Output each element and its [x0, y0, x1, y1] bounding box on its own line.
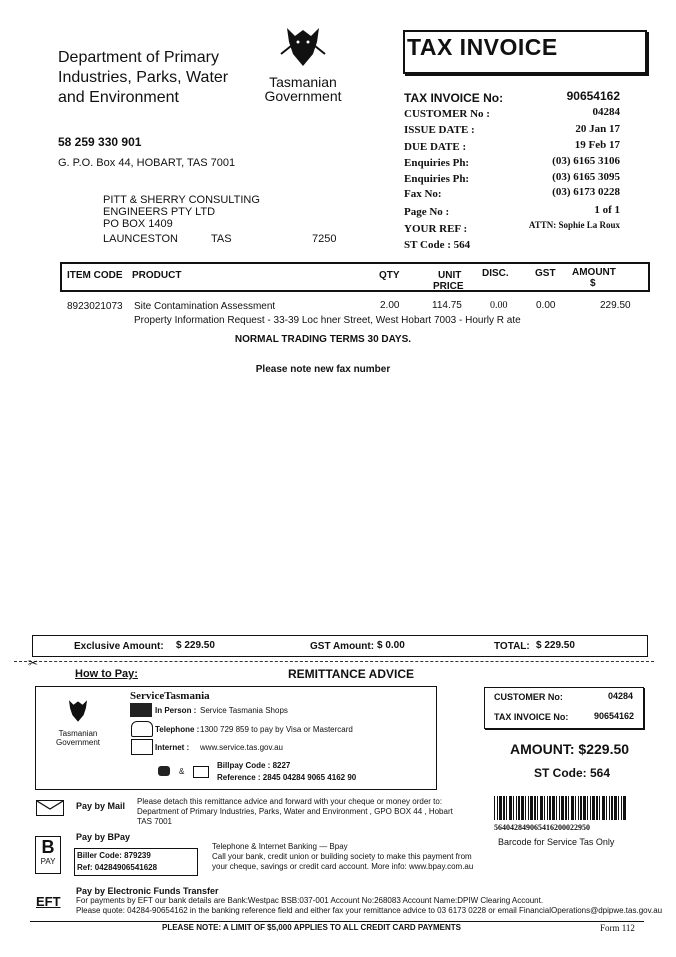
exclusive-amount-label: Exclusive Amount:	[74, 641, 164, 652]
due-date: 19 Feb 17	[574, 139, 620, 151]
col-gst: GST	[535, 268, 556, 279]
tasmanian-government-logo: Tasmanian Government	[258, 24, 348, 103]
gst-amount: $ 0.00	[377, 640, 405, 651]
address-state: TAS	[211, 233, 232, 245]
barcode-label: Barcode for Service Tas Only	[498, 837, 615, 847]
barcode	[494, 796, 626, 820]
enquiries-phone-1: (03) 6165 3106	[552, 155, 620, 167]
page-label: Page No :	[404, 206, 450, 218]
bpay-reference: Ref: 04284906541628	[77, 863, 158, 872]
remit-customer-label: CUSTOMER No:	[494, 692, 563, 702]
col-price: PRICE	[433, 281, 464, 292]
envelope-icon	[36, 800, 64, 816]
due-date-label: DUE DATE :	[404, 141, 467, 153]
computer-icon	[131, 739, 153, 755]
people-icon	[130, 703, 152, 717]
scissors-icon: ✂	[28, 656, 39, 670]
row-description: Property Information Request - 33-39 Loc hner Street, West Hobart 7003 - Hourly R ate	[134, 315, 521, 326]
eft-icon: EFT	[36, 894, 61, 909]
credit-card-limit-note: PLEASE NOTE: A LIMIT OF $5,000 APPLIES TO ALL CREDIT CARD PAYMENTS	[162, 923, 462, 932]
customer-number-label: CUSTOMER No :	[404, 108, 490, 120]
form-number: Form 112	[600, 923, 635, 933]
ampersand: &	[179, 767, 185, 776]
eft-instructions: For payments by EFT our bank details are Bank:Westpac BSB:037-001 Account No:268083 Account Name:DPIW Clearing Account. Please quote: 04284-90654162 in the banking reference field and either fax your remittance advice to 03 6173 0228 or email FinancialOperations@dpipwe.tas.gov.au	[76, 896, 663, 915]
enquiries-label-2: Enquiries Ph:	[404, 173, 470, 185]
barcode-number: 564042849065416200022950	[494, 823, 590, 832]
col-item-code: ITEM CODE	[67, 270, 123, 281]
customer-address: PITT & SHERRY CONSULTING ENGINEERS PTY LTD PO BOX 1409	[103, 194, 260, 230]
footer-rule	[30, 921, 644, 922]
row-disc: 0.00	[490, 300, 508, 311]
remit-invoice-label: TAX INVOICE No:	[494, 712, 569, 722]
pay-by-mail-label: Pay by Mail	[76, 801, 126, 811]
enquiries-label-1: Enquiries Ph:	[404, 157, 470, 169]
your-ref-label: YOUR REF :	[404, 223, 468, 235]
total-amount: $ 229.50	[536, 640, 575, 651]
devil-icon	[61, 698, 95, 724]
col-unit: UNIT	[438, 270, 462, 281]
bpay-icon: B PAY	[35, 836, 61, 874]
trading-terms: NORMAL TRADING TERMS 30 DAYS.	[234, 334, 412, 345]
department-address: G. P.O. Box 44, HOBART, TAS 7001	[58, 157, 236, 169]
col-amount-dollar: $	[590, 278, 596, 289]
page-number: 1 of 1	[594, 204, 620, 216]
remit-customer-number: 04284	[608, 691, 634, 701]
eft-label: Pay by Electronic Funds Transfer	[76, 886, 219, 896]
service-tasmania-title: ServiceTasmania	[130, 690, 210, 702]
invoice-number: 90654162	[566, 89, 620, 103]
laptop-icon	[193, 766, 209, 778]
issue-date: 20 Jan 17	[575, 123, 620, 135]
billpay-reference: Reference : 2845 04284 9065 4162 90	[217, 773, 357, 782]
row-unit-price: 114.75	[432, 300, 462, 311]
remit-st-code: ST Code: 564	[534, 766, 611, 780]
remit-invoice-number: 90654162	[594, 711, 635, 721]
st-code: ST Code : 564	[404, 239, 471, 251]
invoice-number-label: TAX INVOICE No:	[404, 91, 504, 105]
issue-date-label: ISSUE DATE :	[404, 124, 475, 136]
enquiries-phone-2: (03) 6165 3095	[552, 171, 620, 183]
address-city: LAUNCESTON	[103, 233, 178, 245]
billpay-code: Billpay Code : 8227	[217, 761, 291, 770]
biller-code: Biller Code: 879239	[77, 851, 151, 860]
fax-note: Please note new fax number	[255, 364, 391, 375]
address-postcode: 7250	[312, 233, 337, 245]
bpay-instructions: Telephone & Internet Banking — Bpay Call your bank, credit union or building society to make this payment from your cheque, savings or credit card account. More info: www.bpay.com.au	[212, 842, 474, 871]
pay-by-mail-instructions: Please detach this remittance advice and forward with your cheque or money order to: Department of Primary Industries, Parks, Water and Environment , GPO BOX 44 , Hobart TAS 7001	[137, 797, 453, 826]
col-qty: QTY	[379, 270, 400, 281]
small-logo: Tasmanian Government	[48, 698, 108, 747]
fax-number: (03) 6173 0228	[552, 186, 620, 198]
devil-icon	[273, 24, 333, 70]
fax-label: Fax No:	[404, 188, 442, 200]
total-label: TOTAL:	[494, 641, 530, 652]
row-gst: 0.00	[536, 300, 556, 311]
row-product: Site Contamination Assessment	[134, 301, 276, 312]
telephone-label: Telephone :	[155, 725, 200, 734]
abn: 58 259 330 901	[58, 135, 142, 149]
gst-amount-label: GST Amount:	[310, 641, 375, 652]
internet-label: Internet :	[155, 743, 190, 752]
remit-amount: AMOUNT: $229.50	[510, 741, 630, 757]
how-to-pay: How to Pay:	[75, 668, 138, 680]
exclusive-amount: $ 229.50	[176, 640, 215, 651]
col-amount: AMOUNT	[572, 267, 616, 278]
department-name: Department of Primary Industries, Parks, Water and Environment	[58, 49, 229, 106]
telephone-value: 1300 729 859 to pay by Visa or Mastercard	[200, 725, 353, 734]
internet-value: www.service.tas.gov.au	[200, 743, 283, 752]
row-item-code: 8923021073	[67, 301, 123, 312]
cut-line	[14, 661, 654, 662]
col-product: PRODUCT	[132, 270, 182, 281]
row-amount: 229.50	[600, 300, 631, 311]
row-qty: 2.00	[380, 300, 400, 311]
remittance-advice-title: REMITTANCE ADVICE	[288, 667, 414, 681]
telephone-icon	[131, 721, 153, 737]
in-person-value: Service Tasmania Shops	[200, 706, 288, 715]
pay-by-bpay-label: Pay by BPay	[76, 832, 131, 842]
phone-icon	[158, 766, 170, 776]
tax-invoice-title: TAX INVOICE	[407, 34, 558, 60]
your-ref: ATTN: Sophie La Roux	[528, 220, 620, 230]
customer-number: 04284	[592, 106, 620, 118]
col-disc: DISC.	[482, 268, 509, 279]
in-person-label: In Person :	[155, 706, 197, 715]
